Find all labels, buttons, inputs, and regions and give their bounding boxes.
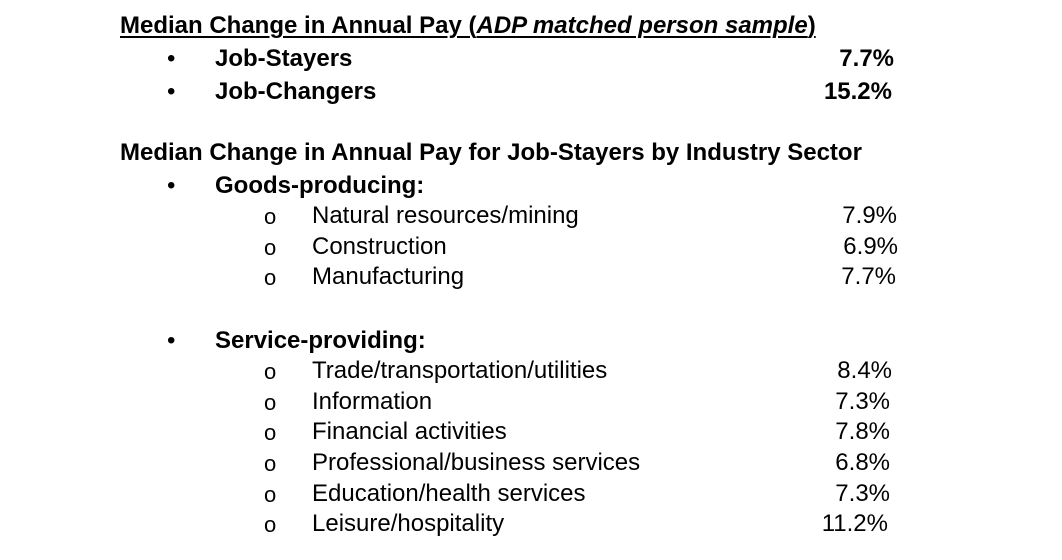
sub-bullet-icon: o — [264, 390, 277, 415]
list-item-label: Leisure/hospitality — [312, 510, 505, 537]
sub-bullet-icon: o — [264, 359, 277, 384]
sub-bullet-icon: o — [264, 512, 277, 537]
list-item-value: 7.9% — [842, 202, 897, 229]
list-item-label: Information — [312, 388, 433, 415]
section-title-industry: Median Change in Annual Pay for Job-Stayers by Industry Sector — [120, 139, 862, 166]
sub-bullet-icon: o — [264, 451, 277, 476]
bullet-icon: • — [167, 45, 176, 72]
list-item-label: Financial activities — [312, 418, 507, 445]
item-label-job-changers: Job-Changers — [215, 78, 377, 105]
item-label-job-stayers: Job-Stayers — [215, 45, 353, 72]
list-item-value: 6.9% — [843, 233, 898, 260]
item-value-job-changers: 15.2% — [823, 78, 892, 105]
list-item-label: Education/health services — [312, 480, 586, 507]
list-item-value: 11.2% — [821, 510, 888, 537]
section-title-underlined — [120, 12, 816, 39]
sub-bullet-icon: o — [264, 204, 277, 229]
list-item-label: Manufacturing — [312, 263, 465, 290]
list-item-value: 6.8% — [835, 449, 890, 476]
section-title-adp — [120, 14, 816, 38]
list-item-value: 7.3% — [835, 388, 890, 415]
list-item-value: 7.3% — [835, 480, 890, 507]
bullet-icon: • — [167, 172, 176, 199]
list-item-label: Natural resources/mining — [312, 202, 579, 229]
title-italic-sample: ADP matched person sample — [476, 12, 808, 39]
title-prefix: Median Change in Annual Pay ( — [120, 12, 477, 39]
bullet-icon: • — [167, 78, 176, 105]
list-item-label: Professional/business services — [312, 449, 641, 476]
sub-bullet-icon: o — [264, 235, 277, 260]
list-item-label: Construction — [312, 233, 447, 260]
group-label-service-providing: Service-providing: — [215, 327, 426, 354]
list-item-value: 7.8% — [835, 418, 890, 445]
item-value-job-stayers: 7.7% — [839, 45, 894, 72]
list-item-value: 7.7% — [841, 263, 896, 290]
sub-bullet-icon: o — [264, 265, 277, 290]
sub-bullet-icon: o — [264, 420, 277, 445]
sub-bullet-icon: o — [264, 482, 277, 507]
list-item-label: Trade/transportation/utilities — [312, 357, 608, 384]
title-suffix: ) — [807, 12, 816, 39]
group-label-goods-producing: Goods-producing: — [215, 172, 425, 199]
list-item-value: 8.4% — [837, 357, 892, 384]
bullet-icon: • — [167, 327, 176, 354]
